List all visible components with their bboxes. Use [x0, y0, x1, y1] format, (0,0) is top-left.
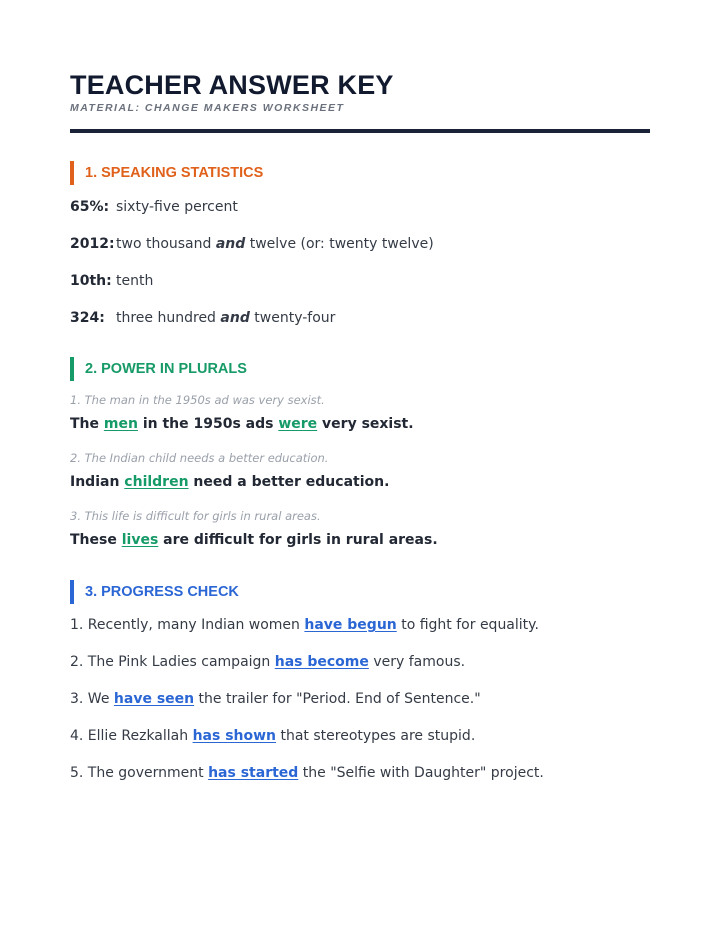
section-title: 2. POWER IN PLURALS: [85, 361, 247, 377]
plural-answer-sentence: [70, 474, 389, 490]
progress-check-item: [70, 691, 481, 707]
statistic-item: [70, 310, 335, 326]
reading-text: three hundred: [116, 310, 221, 326]
statistic-number: 2012:: [70, 236, 115, 252]
statistic-reading: [116, 199, 238, 215]
progress-check-item: [70, 765, 544, 781]
section-speaking-statistics-header: [70, 161, 470, 185]
statistic-reading: [116, 273, 153, 289]
sentence-text: 2. The Pink Ladies campaign: [70, 654, 275, 670]
plural-answer-sentence: [70, 532, 438, 548]
statistic-number: 324:: [70, 310, 105, 326]
page-subtitle: MATERIAL: CHANGE MAKERS WORKSHEET: [70, 102, 345, 114]
present-perfect-answer: has shown: [192, 728, 277, 744]
plural-answer: lives: [121, 532, 159, 548]
section-title: 3. PROGRESS CHECK: [85, 584, 239, 600]
exercise-prompt: 1. The man in the 1950s ad was very sexist.: [70, 393, 325, 407]
page-title: TEACHER ANSWER KEY: [70, 70, 394, 100]
section-title: 1. SPEAKING STATISTICS: [85, 165, 264, 181]
reading-text: tenth: [116, 273, 154, 289]
sentence-text: 5. The government: [70, 765, 209, 781]
sentence-text: the "Selfie with Daughter" project.: [298, 765, 544, 781]
reading-text: twenty-four: [249, 310, 336, 326]
reading-emphasis: and: [215, 236, 246, 252]
reading-text: sixty-five percent: [116, 199, 238, 215]
statistic-number: 65%:: [70, 199, 110, 215]
section-power-in-plurals-header: [70, 357, 470, 381]
reading-text: twelve (or: twenty twelve): [245, 236, 434, 252]
present-perfect-answer: has started: [208, 765, 299, 781]
progress-check-item: [70, 617, 539, 633]
answer-text: These: [70, 532, 122, 548]
reading-text: two thousand: [116, 236, 216, 252]
present-perfect-answer: has become: [274, 654, 369, 670]
answer-text: The: [70, 416, 104, 432]
sentence-text: to fight for equality.: [396, 617, 539, 633]
reading-emphasis: and: [220, 310, 250, 326]
plural-answer-sentence: [70, 416, 414, 432]
present-perfect-answer: have seen: [113, 691, 195, 707]
answer-text: need a better education.: [188, 474, 390, 490]
present-perfect-answer: have begun: [304, 617, 397, 633]
sentence-text: that stereotypes are stupid.: [276, 728, 476, 744]
section-progress-check-header: [70, 580, 470, 604]
sentence-text: 3. We: [70, 691, 114, 707]
progress-check-item: [70, 654, 465, 670]
exercise-prompt: 3. This life is difficult for girls in rural areas.: [70, 509, 321, 523]
statistic-item: [70, 199, 238, 215]
plural-answer: children: [124, 474, 189, 490]
answer-text: very sexist.: [317, 416, 414, 432]
sentence-text: the trailer for "Period. End of Sentence.": [194, 691, 481, 707]
sentence-text: very famous.: [368, 654, 466, 670]
sentence-text: 1. Recently, many Indian women: [70, 617, 305, 633]
sentence-text: 4. Ellie Rezkallah: [70, 728, 193, 744]
answer-text: in the 1950s ads: [137, 416, 279, 432]
plural-answer: men: [103, 416, 138, 432]
header-divider: [70, 129, 650, 133]
statistic-item: [70, 236, 434, 252]
progress-check-item: [70, 728, 475, 744]
answer-text: Indian: [70, 474, 125, 490]
statistic-reading: [116, 310, 335, 326]
exercise-prompt: 2. The Indian child needs a better education.: [70, 451, 329, 465]
section-accent-bar: [70, 357, 74, 381]
statistic-item: [70, 273, 153, 289]
answer-text: are difficult for girls in rural areas.: [158, 532, 438, 548]
statistic-number: 10th:: [70, 273, 112, 289]
section-accent-bar: [70, 161, 74, 185]
statistic-reading: [116, 236, 434, 252]
section-accent-bar: [70, 580, 74, 604]
plural-answer: were: [278, 416, 318, 432]
